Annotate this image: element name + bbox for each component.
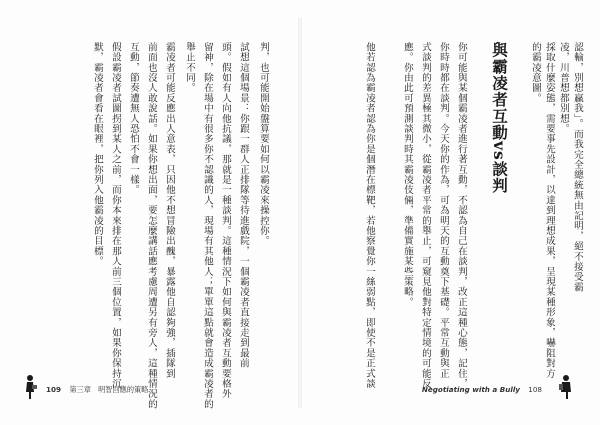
left-page-col-2: 試想這個場景：你跟一群人正排隊等待進戲院，一個霸凌者直接走到最前 bbox=[237, 42, 249, 369]
left-page-col-5: 舉止不同。 bbox=[183, 42, 195, 93]
right-page-body-col-5: 他若認為霸凌者認為你是個潛在標靶，若他察覺你一絲弱點，即使不是正式談 bbox=[363, 42, 375, 389]
left-page-col-7: 前面也沒人敢說話。如果你想出面，要怎麼講話應考慮周遭另有旁人，這種情況的 bbox=[145, 42, 157, 410]
section-heading: 與霸凌者互動vs談判 bbox=[490, 42, 509, 194]
left-page-col-9: 假設霸凌者試圖拐到某人之前，而你本來排在那人前三個位置，如果你保持沉 bbox=[109, 42, 121, 389]
left-page-col-3: 頭。假如有人向他抗議，那就是一種談判。這種情況下如何與霸凌者互動要格外 bbox=[219, 42, 231, 399]
right-page-body-col-4: 應。你由此可預測談判時其霸凌伎倆，準備實施某些策略。 bbox=[401, 42, 413, 308]
right-page-number: 108 bbox=[528, 385, 542, 394]
left-page-col-10: 默，霸凌者會看在眼裡，把你列入他霸凌的目標。 bbox=[91, 42, 103, 267]
left-page-col-8: 互動，節奏遭無人恐怕不會一樣。 bbox=[127, 42, 139, 195]
left-page-col-6: 霸凌者可能反應出人意表，只因他不想冒險出醜，暴露他自認夠強，插隊到 bbox=[163, 42, 175, 379]
right-page-body-col-1: 你可能與某個霸凌者進行著互動，不認為自己在談判，改正這種心態，記住， bbox=[455, 42, 467, 389]
right-page-body-col-3: 式談判的差異極其微小，從霸凌者平常的舉止，可窺見他對特定情境的可能反 bbox=[419, 42, 431, 389]
left-page-number: 109 bbox=[46, 385, 62, 394]
left-page-col-4: 留神，除在場中有很多你不認識的人，現場有其他人；單單這點就會造成霸凌者的 bbox=[201, 42, 213, 410]
page-gutter bbox=[298, 18, 302, 408]
left-chapter-title: 第三章 明智回應的策略 bbox=[69, 385, 149, 394]
right-page-text-col-2: 凌，川普想都別想。 bbox=[557, 42, 569, 134]
left-page-col-1: 判，也可能開始盤算要如何以霸凌來操控你。 bbox=[257, 42, 269, 246]
right-page-body-col-2: 你時時都在談判。今天你的作為，可為明天的互動奠下基礎。平常互動與正 bbox=[437, 42, 449, 379]
left-footer bbox=[46, 385, 148, 395]
right-page-text-col-4: 的霸凌意圖。 bbox=[529, 42, 541, 104]
right-running-title: Negotiating with a Bully bbox=[421, 385, 520, 394]
reading-figure-icon bbox=[22, 374, 38, 400]
right-page-text-col-3: 採取什麼姿態，需要事先設計，以達到理想成果，呈現某種形象，嚇阻對方 bbox=[543, 42, 555, 379]
listening-figure-icon bbox=[558, 374, 574, 400]
right-page-text-col-1: 認輸，別想贏我」。而我完全總統無由記明，絕不接受霸 bbox=[571, 42, 583, 293]
right-footer bbox=[422, 385, 542, 394]
